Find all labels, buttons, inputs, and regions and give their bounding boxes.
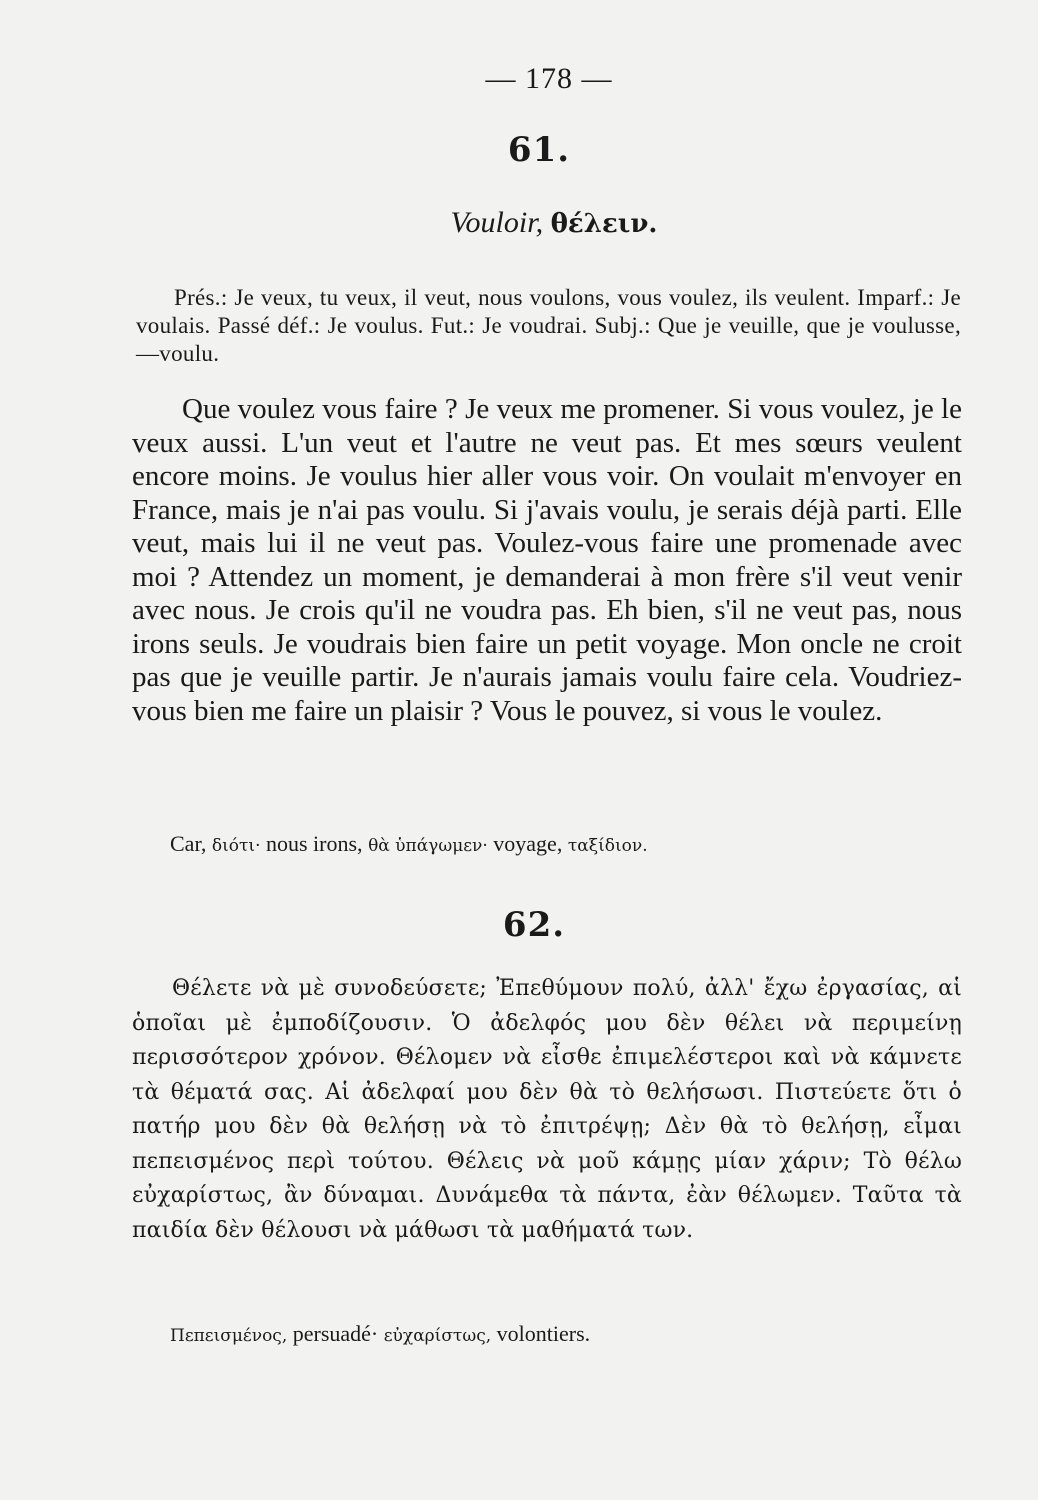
vocabulary-note-61 bbox=[170, 830, 870, 860]
conjugation-paragraph bbox=[136, 284, 961, 368]
vocab-word: voyage, bbox=[493, 831, 563, 856]
page-number: — 178 — bbox=[485, 62, 613, 95]
lesson-number-61: 61. bbox=[507, 130, 571, 170]
vocab-word: Car, bbox=[170, 831, 207, 856]
heading-french-verb: Vouloir, bbox=[450, 206, 544, 239]
vocab-word: nous irons, bbox=[266, 831, 363, 856]
vocab-gloss: εὐχαρίστως, bbox=[383, 1326, 492, 1346]
lesson-number-62: 62. bbox=[502, 905, 566, 945]
vocabulary-note-62 bbox=[170, 1320, 870, 1350]
lesson-heading bbox=[35, 206, 1038, 240]
french-exercise-text: Que voulez vous faire ? Je veux me promener. Si vous voulez, je le veux aussi. L'un veut et l'autre ne veut pas. Et mes sœurs veulent encore moins. Je voulus hier aller vous voir. On voulait m'envoyer en France, mais je n'ai pas voulu. Si j'avais voulu, je serais déjà parti. Elle veut, mais lui il ne veut pas. Voulez-vous faire une promenade avec moi ? Attendez un moment, je demanderai à mon frère s'il veut venir avec nous. Je crois qu'il ne voudra pas. Eh bien, s'il ne veut pas, nous irons seuls. Je voudrais bien faire un petit voyage. Mon oncle ne croit pas que je veuille partir. Je n'aurais jamais voulu faire cela. Voudriez-vous bien me faire un plaisir ? Vous le pouvez, si vous le voulez. bbox=[132, 393, 962, 727]
greek-exercise bbox=[132, 972, 962, 1248]
vocab-gloss: Πεπεισμένος, bbox=[170, 1326, 288, 1346]
heading-greek-verb: θέλειν. bbox=[550, 209, 658, 239]
conjugation-text: Prés.: Je veux, tu veux, il veut, nous voulons, vous voulez, ils veulent. Imparf.: Je voulais. Passé déf.: Je voulus. Fut.: Je voudrai. Subj.: Que je veuille, que je voulusse,—voulu. bbox=[136, 285, 961, 366]
vocab-gloss: διότι· bbox=[211, 836, 261, 856]
vocab-word: volontiers. bbox=[496, 1321, 591, 1346]
vocab-gloss: ταξίδιον. bbox=[567, 836, 648, 856]
vocab-gloss: θὰ ὑπάγωμεν· bbox=[368, 836, 488, 856]
french-exercise bbox=[132, 393, 962, 728]
vocab-word: persuadé· bbox=[292, 1321, 379, 1346]
greek-exercise-text: Θέλετε νὰ μὲ συνοδεύσετε; Ἐπεθύμουν πολύ, ἀλλ' ἔχω ἐργασίας, αἱ ὁποῖαι μὲ ἐμποδίζουσιν. Ὁ ἀδελφός μου δὲν θέλει νὰ περιμείνῃ περισσότερον χρόνον. Θέλομεν νὰ εἶσθε ἐπιμελέστεροι καὶ νὰ κάμνετε τὰ θέματά σας. Αἱ ἀδελφαί μου δὲν θὰ τὸ θελήσωσι. Πιστεύετε ὅτι ὁ πατήρ μου δὲν θὰ θελήσῃ νὰ τὸ ἐπιτρέψῃ; Δὲν θὰ τὸ θελήσῃ, εἶμαι πεπεισμένος περὶ τούτου. Θέλεις νὰ μοῦ κάμῃς μίαν χάριν; Τὸ θέλω εὐχαρίστως, ἂν δύναμαι. Δυνάμεθα τὰ πάντα, ἐὰν θέλωμεν. Ταῦτα τὰ παιδία δὲν θέλουσι νὰ μάθωσι τὰ μαθήματά των. bbox=[132, 976, 962, 1243]
